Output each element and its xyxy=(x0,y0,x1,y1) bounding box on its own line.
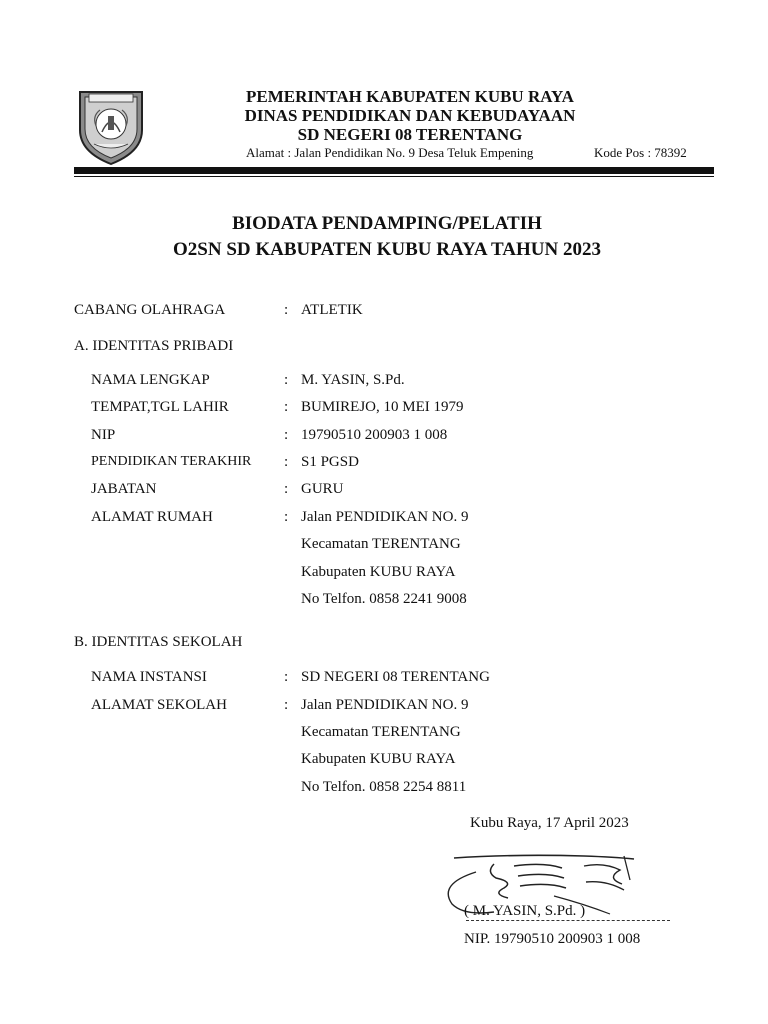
field-value: S1 PGSD xyxy=(301,454,359,470)
letterhead-department: DINAS PENDIDIKAN DAN KEBUDAYAAN xyxy=(244,106,576,125)
letterhead-divider-thick xyxy=(74,167,714,174)
field-colon: : xyxy=(284,509,289,525)
field-colon: : xyxy=(284,427,289,443)
field-label: ALAMAT SEKOLAH xyxy=(91,697,227,713)
field-value: SD NEGERI 08 TERENTANG xyxy=(301,669,490,685)
field-label: JABATAN xyxy=(91,481,157,497)
field-label: NIP xyxy=(91,427,116,443)
section-heading-identitas-pribadi: A. IDENTITAS PRIBADI xyxy=(74,338,234,354)
school-address-line-kecamatan: Kecamatan TERENTANG xyxy=(301,724,461,740)
signature-dashed-line xyxy=(466,920,670,921)
signature-place-date: Kubu Raya, 17 April 2023 xyxy=(470,815,629,831)
letterhead-postal-code: Kode Pos : 78392 xyxy=(594,145,687,160)
kubu-raya-seal-logo xyxy=(74,86,148,166)
field-value: ATLETIK xyxy=(301,302,363,318)
field-colon: : xyxy=(284,481,289,497)
field-label: PENDIDIKAN TERAKHIR xyxy=(91,454,252,469)
letterhead-divider-thin xyxy=(74,176,714,177)
field-value: 19790510 200903 1 008 xyxy=(301,427,448,443)
field-label: ALAMAT RUMAH xyxy=(91,509,213,525)
field-label: CABANG OLAHRAGA xyxy=(74,302,226,318)
section-heading-identitas-sekolah: B. IDENTITAS SEKOLAH xyxy=(74,634,243,650)
field-colon: : xyxy=(284,454,289,470)
letterhead-address: Alamat : Jalan Pendidikan No. 9 Desa Teluk Empening xyxy=(246,145,534,160)
signatory-nip: NIP. 19790510 200903 1 008 xyxy=(464,931,641,947)
field-colon: : xyxy=(284,669,289,685)
field-colon: : xyxy=(284,697,289,713)
field-value: GURU xyxy=(301,481,344,497)
field-value: Jalan PENDIDIKAN NO. 9 xyxy=(301,509,469,525)
field-colon: : xyxy=(284,399,289,415)
signatory-name: ( M. YASIN, S.Pd. ) xyxy=(464,903,586,919)
field-label: NAMA INSTANSI xyxy=(91,669,207,685)
field-colon: : xyxy=(284,372,289,388)
letterhead-government: PEMERINTAH KABUPATEN KUBU RAYA xyxy=(246,87,574,106)
field-label: TEMPAT,TGL LAHIR xyxy=(91,399,229,415)
field-value: M. YASIN, S.Pd. xyxy=(301,372,405,388)
address-line-phone: No Telfon. 0858 2241 9008 xyxy=(301,591,467,607)
school-address-line-kabupaten: Kabupaten KUBU RAYA xyxy=(301,751,456,767)
address-line-kabupaten: Kabupaten KUBU RAYA xyxy=(301,564,456,580)
address-line-kecamatan: Kecamatan TERENTANG xyxy=(301,536,461,552)
field-value: Jalan PENDIDIKAN NO. 9 xyxy=(301,697,469,713)
document-subtitle: O2SN SD KABUPATEN KUBU RAYA TAHUN 2023 xyxy=(173,239,601,260)
field-value: BUMIREJO, 10 MEI 1979 xyxy=(301,399,464,415)
school-address-line-phone: No Telfon. 0858 2254 8811 xyxy=(301,779,467,795)
document-title: BIODATA PENDAMPING/PELATIH xyxy=(232,213,542,234)
field-label: NAMA LENGKAP xyxy=(91,372,210,388)
letterhead-school: SD NEGERI 08 TERENTANG xyxy=(297,125,523,144)
field-colon: : xyxy=(284,302,289,318)
